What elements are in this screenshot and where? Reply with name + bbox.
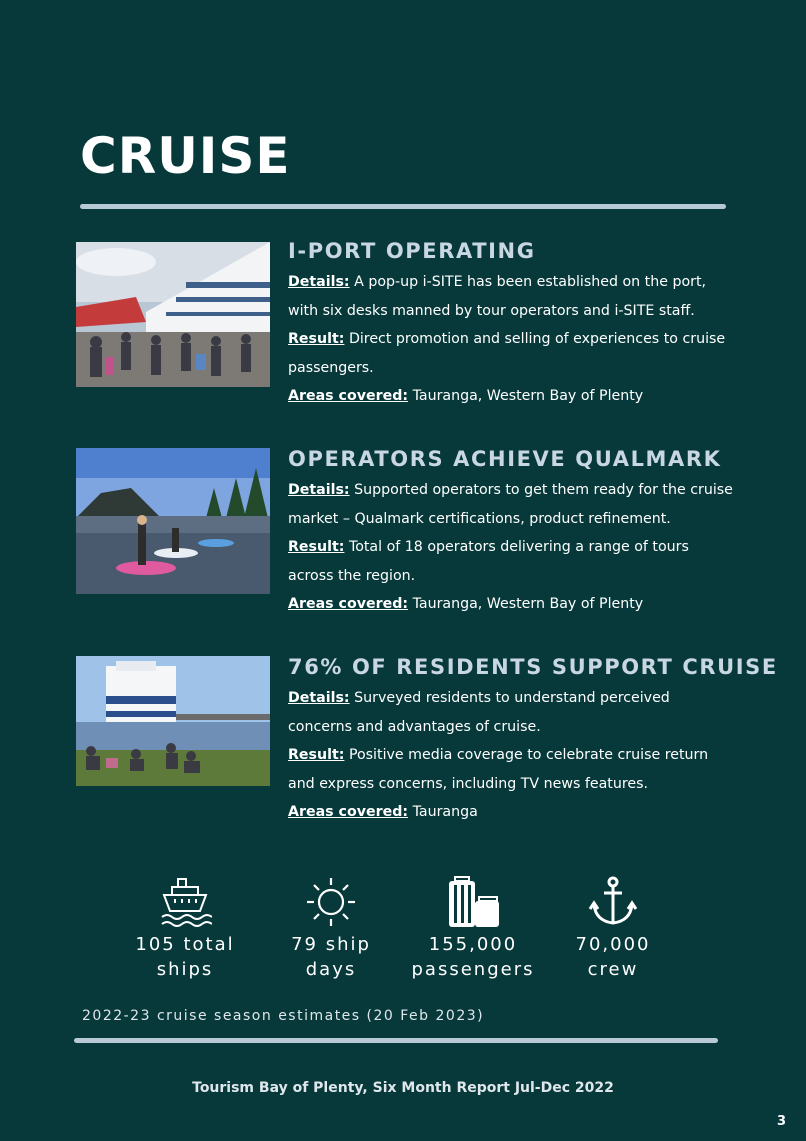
cruise-terminal-photo: [76, 242, 270, 387]
details-line: market – Qualmark certifications, product refinement.: [288, 510, 671, 527]
ship-icon: [110, 872, 260, 932]
section-title: OPERATORS ACHIEVE QUALMARK: [288, 447, 722, 471]
details-label: Details:: [288, 482, 350, 498]
stat-ship-days: [256, 872, 406, 982]
report-footer: Tourism Bay of Plenty, Six Month Report Jul-Dec 2022: [192, 1080, 614, 1096]
result-line: and express concerns, including TV news features.: [288, 775, 648, 792]
stat-label: 79 ship days: [291, 934, 371, 980]
areas-line: Areas covered: Tauranga: [288, 804, 478, 821]
anchor-icon: [538, 872, 688, 932]
details-label: Details:: [288, 690, 350, 706]
waterfront-photo: [76, 656, 270, 786]
cruise-stats: [0, 872, 806, 992]
season-estimate-note: 2022-23 cruise season estimates (20 Feb 2023): [82, 1008, 485, 1024]
stat-crew: [538, 872, 688, 982]
sun-icon: [256, 872, 406, 932]
luggage-icon: [398, 872, 548, 932]
stat-label: 155,000 passengers: [411, 934, 535, 980]
section-residents-text: [288, 654, 778, 827]
details-label: Details:: [288, 274, 350, 290]
title-divider: [80, 204, 726, 209]
paddleboard-photo: [76, 448, 270, 594]
details-line: with six desks manned by tour operators and i-SITE staff.: [288, 302, 695, 319]
page-title: CRUISE: [80, 127, 291, 185]
details-line: Details: A pop-up i-SITE has been established on the port,: [288, 274, 707, 290]
stat-ships: [110, 872, 260, 982]
areas-label: Areas covered:: [288, 804, 409, 821]
result-line: Result: Direct promotion and selling of experiences to cruise: [288, 331, 726, 348]
section-title: 76% OF RESIDENTS SUPPORT CRUISE: [288, 655, 778, 679]
areas-line: Areas covered: Tauranga, Western Bay of Plenty: [288, 388, 644, 405]
section-iport-text: [288, 238, 748, 411]
details-line: Details: Surveyed residents to understand perceived: [288, 690, 670, 706]
section-title: I-PORT OPERATING: [288, 239, 536, 263]
areas-line: Areas covered: Tauranga, Western Bay of Plenty: [288, 596, 644, 613]
result-line: across the region.: [288, 567, 416, 584]
details-line: Details: Supported operators to get them ready for the cruise: [288, 482, 733, 498]
result-line: Result: Total of 18 operators delivering a range of tours: [288, 539, 689, 556]
stat-label: 70,000 crew: [575, 934, 651, 980]
result-label: Result:: [288, 747, 345, 764]
section-qualmark-text: [288, 446, 748, 619]
result-line: passengers.: [288, 359, 374, 376]
areas-label: Areas covered:: [288, 388, 409, 405]
stat-label: 105 total ships: [135, 934, 235, 980]
result-line: Result: Positive media coverage to celebrate cruise return: [288, 747, 709, 764]
details-line: concerns and advantages of cruise.: [288, 718, 541, 735]
stat-passengers: [398, 872, 548, 982]
page-number: 3: [776, 1114, 786, 1129]
result-label: Result:: [288, 331, 345, 348]
areas-label: Areas covered:: [288, 596, 409, 613]
result-label: Result:: [288, 539, 345, 556]
footer-divider: [74, 1038, 718, 1043]
